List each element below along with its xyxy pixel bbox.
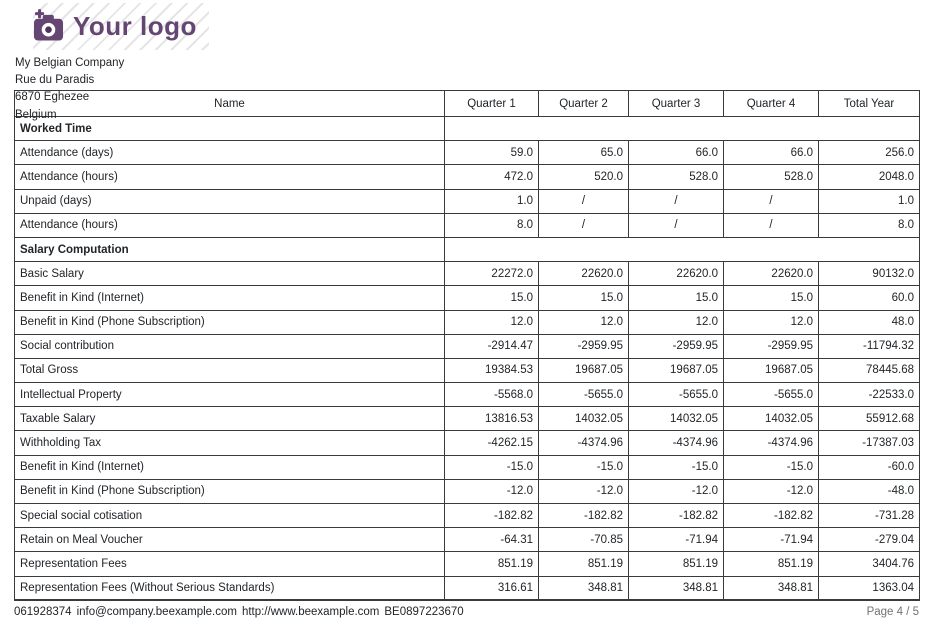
row-label: Retain on Meal Voucher bbox=[15, 528, 445, 552]
cell-value: 256.0 bbox=[819, 141, 920, 165]
row-label: Representation Fees bbox=[15, 552, 445, 576]
address-line-country: Belgium bbox=[15, 108, 57, 121]
address-line-company: My Belgian Company bbox=[15, 57, 125, 69]
cell-value: -731.28 bbox=[819, 504, 920, 528]
cell-value: 348.81 bbox=[724, 576, 819, 600]
row-label: Basic Salary bbox=[15, 262, 445, 286]
cell-value: 22620.0 bbox=[539, 262, 629, 286]
cell-value: 15.0 bbox=[724, 286, 819, 310]
footer-phone: 061928374 bbox=[14, 606, 72, 618]
cell-value: 851.19 bbox=[445, 552, 539, 576]
cell-value: -15.0 bbox=[724, 455, 819, 479]
row-label: Withholding Tax bbox=[15, 431, 445, 455]
footer bbox=[14, 606, 919, 618]
cell-value: 851.19 bbox=[539, 552, 629, 576]
footer-vat: BE0897223670 bbox=[384, 606, 464, 618]
column-header-quarter-4: Quarter 4 bbox=[724, 91, 819, 117]
row-label: Intellectual Property bbox=[15, 383, 445, 407]
cell-value: 55912.68 bbox=[819, 407, 920, 431]
cell-value: -15.0 bbox=[629, 455, 724, 479]
logo-text: Your logo bbox=[73, 11, 197, 41]
cell-value: / bbox=[629, 213, 724, 237]
table-row bbox=[15, 528, 920, 552]
cell-value: -12.0 bbox=[629, 479, 724, 503]
row-label: Attendance (days) bbox=[15, 141, 445, 165]
cell-value: 1.0 bbox=[445, 189, 539, 213]
section-title: Salary Computation bbox=[15, 237, 445, 261]
cell-value: -12.0 bbox=[539, 479, 629, 503]
table-row bbox=[15, 286, 920, 310]
cell-value: -182.82 bbox=[445, 504, 539, 528]
cell-value: 14032.05 bbox=[724, 407, 819, 431]
cell-value: 22620.0 bbox=[724, 262, 819, 286]
cell-value: 1.0 bbox=[819, 189, 920, 213]
row-label: Attendance (hours) bbox=[15, 165, 445, 189]
cell-value: 19687.05 bbox=[724, 358, 819, 382]
row-label: Benefit in Kind (Phone Subscription) bbox=[15, 479, 445, 503]
cell-value: / bbox=[539, 213, 629, 237]
cell-value: -71.94 bbox=[629, 528, 724, 552]
cell-value: 15.0 bbox=[629, 286, 724, 310]
table-row bbox=[15, 213, 920, 237]
salary-computation-table bbox=[14, 90, 920, 601]
table-row bbox=[15, 479, 920, 503]
footer-email: info@company.beexample.com bbox=[76, 606, 237, 618]
camera-icon bbox=[33, 8, 64, 45]
table-row bbox=[15, 576, 920, 600]
company-address bbox=[15, 55, 124, 124]
cell-value: -48.0 bbox=[819, 479, 920, 503]
cell-value: 12.0 bbox=[445, 310, 539, 334]
table-row bbox=[15, 504, 920, 528]
section-header-row bbox=[15, 117, 920, 141]
page-indicator: Page 4 / 5 bbox=[866, 606, 919, 618]
cell-value: 348.81 bbox=[539, 576, 629, 600]
cell-value: -2959.95 bbox=[724, 334, 819, 358]
cell-value: 528.0 bbox=[629, 165, 724, 189]
table-row bbox=[15, 455, 920, 479]
cell-value: 12.0 bbox=[724, 310, 819, 334]
cell-value: 528.0 bbox=[724, 165, 819, 189]
cell-value: -15.0 bbox=[539, 455, 629, 479]
cell-value: 12.0 bbox=[629, 310, 724, 334]
column-header-quarter-1: Quarter 1 bbox=[445, 91, 539, 117]
section-header-row bbox=[15, 237, 920, 261]
row-label: Total Gross bbox=[15, 358, 445, 382]
cell-value: 22272.0 bbox=[445, 262, 539, 286]
cell-value: -70.85 bbox=[539, 528, 629, 552]
cell-value: / bbox=[539, 189, 629, 213]
row-label: Taxable Salary bbox=[15, 407, 445, 431]
cell-value: 19687.05 bbox=[629, 358, 724, 382]
cell-value: -279.04 bbox=[819, 528, 920, 552]
cell-value: 19384.53 bbox=[445, 358, 539, 382]
cell-value: -2959.95 bbox=[629, 334, 724, 358]
cell-value: 66.0 bbox=[629, 141, 724, 165]
cell-value: 59.0 bbox=[445, 141, 539, 165]
cell-value: 22620.0 bbox=[629, 262, 724, 286]
footer-contact bbox=[14, 606, 464, 618]
column-header-total-year: Total Year bbox=[819, 91, 920, 117]
table-row bbox=[15, 334, 920, 358]
cell-value: / bbox=[724, 213, 819, 237]
cell-value: -60.0 bbox=[819, 455, 920, 479]
cell-value: -22533.0 bbox=[819, 383, 920, 407]
footer-website: http://www.beexample.com bbox=[241, 606, 380, 618]
cell-value: -2914.47 bbox=[445, 334, 539, 358]
cell-value: -15.0 bbox=[445, 455, 539, 479]
cell-value: 48.0 bbox=[819, 310, 920, 334]
cell-value: -5568.0 bbox=[445, 383, 539, 407]
company-logo bbox=[33, 3, 209, 50]
table-row bbox=[15, 383, 920, 407]
cell-value: -12.0 bbox=[445, 479, 539, 503]
cell-value: / bbox=[724, 189, 819, 213]
cell-value: 472.0 bbox=[445, 165, 539, 189]
cell-value: -64.31 bbox=[445, 528, 539, 552]
table-row bbox=[15, 262, 920, 286]
cell-value: 60.0 bbox=[819, 286, 920, 310]
table-row bbox=[15, 310, 920, 334]
cell-value: 8.0 bbox=[819, 213, 920, 237]
column-header-quarter-2: Quarter 2 bbox=[539, 91, 629, 117]
row-label: Unpaid (days) bbox=[15, 189, 445, 213]
cell-value: 14032.05 bbox=[629, 407, 724, 431]
column-header-quarter-3: Quarter 3 bbox=[629, 91, 724, 117]
table-row bbox=[15, 165, 920, 189]
cell-value: -5655.0 bbox=[539, 383, 629, 407]
cell-value: -5655.0 bbox=[724, 383, 819, 407]
cell-value: 66.0 bbox=[724, 141, 819, 165]
table-row bbox=[15, 358, 920, 382]
cell-value: 12.0 bbox=[539, 310, 629, 334]
cell-value: 90132.0 bbox=[819, 262, 920, 286]
row-label: Representation Fees (Without Serious Standards) bbox=[15, 576, 445, 600]
cell-value: -4374.96 bbox=[629, 431, 724, 455]
row-label: Attendance (hours) bbox=[15, 213, 445, 237]
cell-value: -4262.15 bbox=[445, 431, 539, 455]
table-header-row bbox=[15, 91, 920, 117]
section-spacer bbox=[445, 237, 920, 261]
row-label: Benefit in Kind (Phone Subscription) bbox=[15, 310, 445, 334]
cell-value: -182.82 bbox=[629, 504, 724, 528]
cell-value: 3404.76 bbox=[819, 552, 920, 576]
table-row bbox=[15, 431, 920, 455]
cell-value: 19687.05 bbox=[539, 358, 629, 382]
table-row bbox=[15, 552, 920, 576]
cell-value: -17387.03 bbox=[819, 431, 920, 455]
cell-value: 13816.53 bbox=[445, 407, 539, 431]
row-label: Benefit in Kind (Internet) bbox=[15, 286, 445, 310]
cell-value: -12.0 bbox=[724, 479, 819, 503]
address-line-street: Rue du Paradis bbox=[15, 74, 95, 87]
cell-value: -4374.96 bbox=[724, 431, 819, 455]
cell-value: 348.81 bbox=[629, 576, 724, 600]
cell-value: -5655.0 bbox=[629, 383, 724, 407]
cell-value: 8.0 bbox=[445, 213, 539, 237]
cell-value: 316.61 bbox=[445, 576, 539, 600]
cell-value: 14032.05 bbox=[539, 407, 629, 431]
table-row bbox=[15, 141, 920, 165]
cell-value: 78445.68 bbox=[819, 358, 920, 382]
cell-value: -71.94 bbox=[724, 528, 819, 552]
cell-value: / bbox=[629, 189, 724, 213]
table-row bbox=[15, 407, 920, 431]
cell-value: 15.0 bbox=[539, 286, 629, 310]
row-label: Social contribution bbox=[15, 334, 445, 358]
cell-value: -11794.32 bbox=[819, 334, 920, 358]
cell-value: 2048.0 bbox=[819, 165, 920, 189]
cell-value: -2959.95 bbox=[539, 334, 629, 358]
row-label: Special social cotisation bbox=[15, 504, 445, 528]
cell-value: 65.0 bbox=[539, 141, 629, 165]
row-label: Benefit in Kind (Internet) bbox=[15, 455, 445, 479]
section-title: Worked Time bbox=[15, 117, 445, 141]
cell-value: -4374.96 bbox=[539, 431, 629, 455]
table-row bbox=[15, 189, 920, 213]
cell-value: -182.82 bbox=[539, 504, 629, 528]
cell-value: 851.19 bbox=[629, 552, 724, 576]
column-header-name: Name bbox=[15, 91, 445, 117]
cell-value: -182.82 bbox=[724, 504, 819, 528]
cell-value: 1363.04 bbox=[819, 576, 920, 600]
section-spacer bbox=[445, 117, 920, 141]
cell-value: 15.0 bbox=[445, 286, 539, 310]
address-line-city: 6870 Eghezee bbox=[15, 91, 90, 104]
cell-value: 851.19 bbox=[724, 552, 819, 576]
cell-value: 520.0 bbox=[539, 165, 629, 189]
